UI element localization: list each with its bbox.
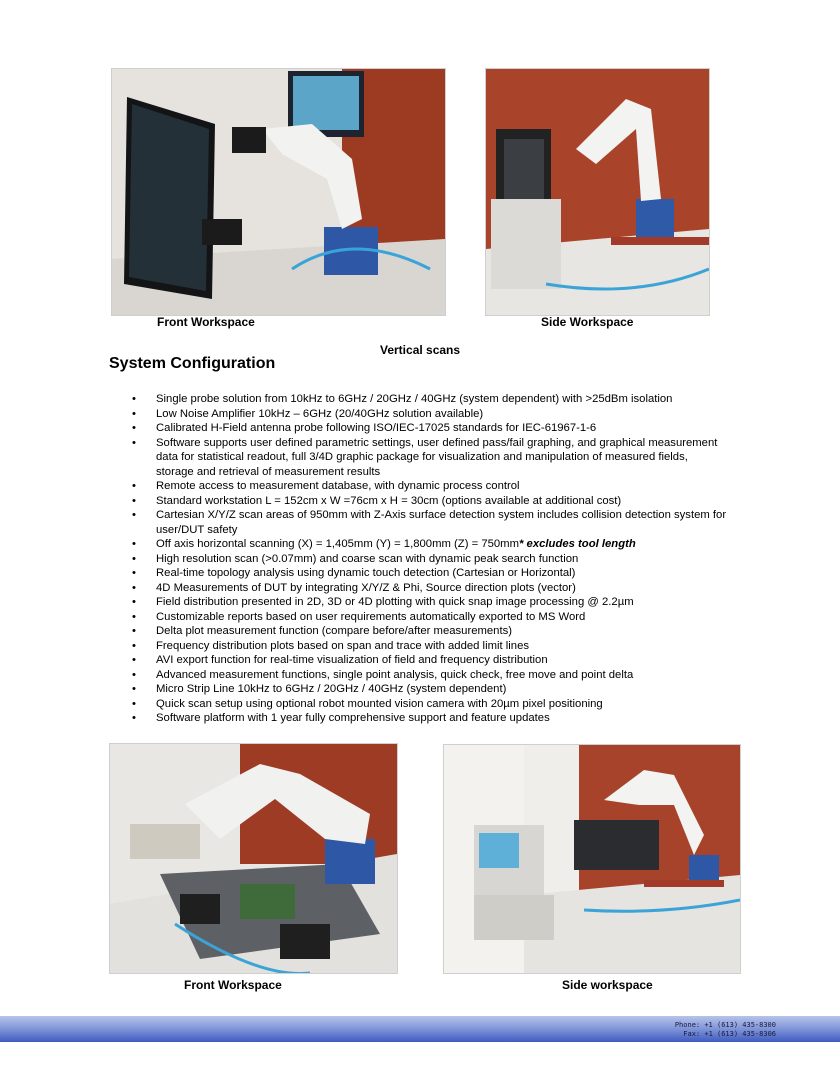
- list-item: • Standard workstation L = 152cm x W =76cm x H = 30cm (options available at additional cost): [108, 494, 728, 509]
- scan-range-text: Off axis horizontal scanning (X) = 1,405mm (Y) = 1,800mm (Z) = 750mm: [156, 538, 520, 550]
- section-title: System Configuration: [109, 355, 276, 372]
- front-workspace-caption: Front Workspace: [157, 315, 255, 329]
- list-item: • 4D Measurements of DUT by integrating X/Y/Z & Phi, Source direction plots (vector): [108, 581, 728, 596]
- list-item: • Low Noise Amplifier 10kHz – 6GHz (20/40GHz solution available): [108, 407, 728, 422]
- list-item: • Delta plot measurement function (compare before/after measurements): [108, 624, 728, 639]
- bottom-side-workspace-caption: Side workspace: [562, 978, 653, 992]
- feature-list: [108, 392, 728, 726]
- list-item: • Cartesian X/Y/Z scan areas of 950mm with Z-Axis surface detection system includes collision detection system for user/DUT safety: [108, 508, 728, 537]
- list-item: • Remote access to measurement database, with dynamic process control: [108, 479, 728, 494]
- list-item: • Field distribution presented in 2D, 3D or 4D plotting with quick snap image processing @ 2.2µm: [108, 595, 728, 610]
- list-item: • Software supports user defined parametric settings, user defined pass/fail graphing, and graphical measurement data for statistical readout, full 3/4D graphic package for visualization and manipulation of measured fields, storage and retrieval of measurement results: [108, 436, 728, 480]
- bottom-front-workspace-photo: [109, 743, 398, 974]
- side-workspace-photo: [485, 68, 710, 316]
- list-item: • Single probe solution from 10kHz to 6GHz / 20GHz / 40GHz (system dependent) with >25dBm isolation: [108, 392, 728, 407]
- list-item: • Quick scan setup using optional robot mounted vision camera with 20µm pixel positioning: [108, 697, 728, 712]
- tool-length-note: * excludes tool length: [519, 538, 636, 550]
- front-workspace-photo: [111, 68, 446, 316]
- contact-info: [675, 1021, 776, 1038]
- bottom-side-workspace-photo: [443, 744, 741, 974]
- list-item: • Software platform with 1 year fully comprehensive support and feature updates: [108, 711, 728, 726]
- list-item: • Advanced measurement functions, single point analysis, quick check, free move and point delta: [108, 668, 728, 683]
- side-workspace-caption: Side Workspace: [541, 315, 634, 329]
- list-item: • Frequency distribution plots based on span and trace with added limit lines: [108, 639, 728, 654]
- phone-number: Phone: +1 (613) 435-8300: [674, 1021, 776, 1029]
- list-item: • Real-time topology analysis using dynamic touch detection (Cartesian or Horizontal): [108, 566, 728, 581]
- list-item: • Customizable reports based on user requirements automatically exported to MS Word: [108, 610, 728, 625]
- fax-number: Fax: +1 (613) 435-8306: [683, 1029, 776, 1038]
- bottom-front-workspace-caption: Front Workspace: [184, 978, 282, 992]
- list-item: • High resolution scan (>0.07mm) and coarse scan with dynamic peak search function: [108, 552, 728, 567]
- list-item: [108, 537, 728, 552]
- vertical-scans-caption: Vertical scans: [380, 343, 461, 357]
- list-item: • AVI export function for real-time visualization of field and frequency distribution: [108, 653, 728, 668]
- list-item: • Calibrated H-Field antenna probe following ISO/IEC-17025 standards for IEC-61967-1-6: [108, 421, 728, 436]
- list-item: • Micro Strip Line 10kHz to 6GHz / 20GHz / 40GHz (system dependent): [108, 682, 728, 697]
